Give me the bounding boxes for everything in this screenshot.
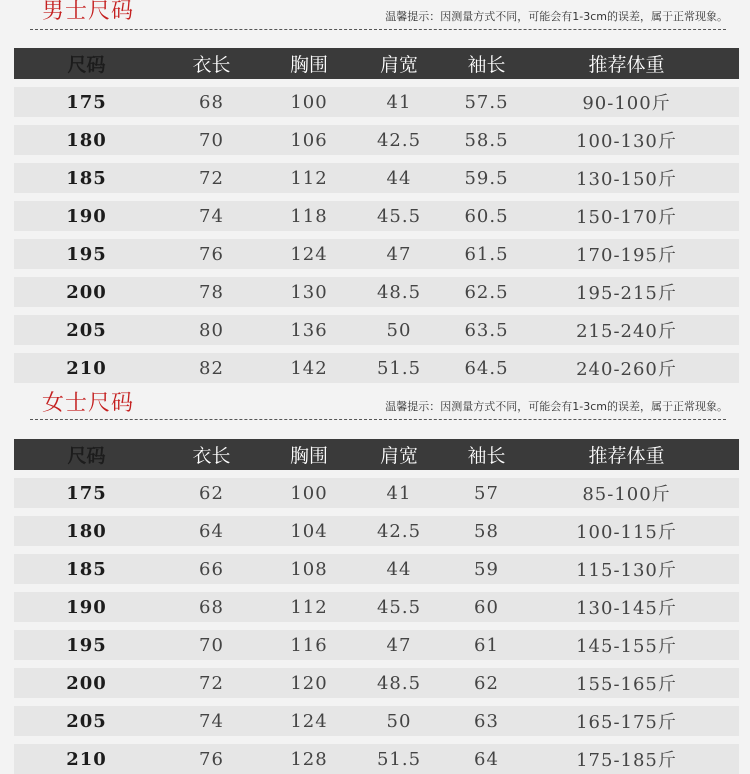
table-cell: 175 xyxy=(66,91,107,113)
table-cell: 45.5 xyxy=(376,205,422,227)
table-cell: 100 xyxy=(290,482,328,504)
table-cell: 44 xyxy=(386,558,412,580)
women-size-table xyxy=(14,439,739,774)
table-row xyxy=(14,353,739,383)
table-cell: 100-130斤 xyxy=(576,131,677,152)
table-cell: 58 xyxy=(474,520,499,542)
table-cell: 59 xyxy=(474,558,499,580)
men-divider xyxy=(30,29,726,30)
table-cell: 145-155斤 xyxy=(576,636,677,657)
table-cell: 51.5 xyxy=(376,357,422,379)
column-header: 胸围 xyxy=(289,54,328,76)
table-cell: 48.5 xyxy=(376,281,422,303)
table-cell: 42.5 xyxy=(376,520,422,542)
table-cell: 78 xyxy=(199,281,224,303)
table-cell: 85-100斤 xyxy=(582,484,671,505)
table-row xyxy=(14,478,739,508)
table-row xyxy=(14,592,739,622)
table-cell: 200 xyxy=(66,281,107,303)
table-cell: 106 xyxy=(290,129,328,151)
table-cell: 48.5 xyxy=(376,672,422,694)
table-row xyxy=(14,163,739,193)
table-cell: 59.5 xyxy=(464,167,509,189)
table-cell: 80 xyxy=(199,319,224,341)
table-row xyxy=(14,516,739,546)
women-measurement-tip: 温馨提示：因测量方式不同，可能会有1-3cm的误差，属于正常现象。 xyxy=(385,400,728,413)
table-row xyxy=(14,239,739,269)
table-cell: 165-175斤 xyxy=(576,712,677,733)
column-header: 衣长 xyxy=(192,54,231,76)
table-cell: 210 xyxy=(66,748,107,770)
table-cell: 68 xyxy=(199,596,224,618)
table-header xyxy=(14,439,739,470)
table-row xyxy=(14,125,739,155)
table-cell: 82 xyxy=(199,357,224,379)
table-row xyxy=(14,87,739,117)
table-cell: 170-195斤 xyxy=(576,245,677,266)
table-cell: 68 xyxy=(199,91,224,113)
table-cell: 195 xyxy=(66,243,107,265)
table-cell: 76 xyxy=(199,748,224,770)
table-cell: 50 xyxy=(386,319,412,341)
table-row xyxy=(14,744,739,774)
table-cell: 57.5 xyxy=(464,91,509,113)
table-row xyxy=(14,315,739,345)
table-cell: 124 xyxy=(290,710,328,732)
table-cell: 180 xyxy=(66,520,107,542)
table-cell: 60 xyxy=(474,596,499,618)
table-cell: 74 xyxy=(199,205,224,227)
table-cell: 57 xyxy=(474,482,499,504)
table-cell: 200 xyxy=(66,672,107,694)
table-cell: 60.5 xyxy=(464,205,509,227)
table-cell: 41 xyxy=(386,91,412,113)
men-size-table xyxy=(14,48,739,383)
table-cell: 195 xyxy=(66,634,107,656)
table-row xyxy=(14,554,739,584)
table-cell: 42.5 xyxy=(376,129,422,151)
table-cell: 118 xyxy=(290,205,328,227)
table-cell: 51.5 xyxy=(376,748,422,770)
table-cell: 205 xyxy=(66,319,107,341)
column-header: 尺码 xyxy=(67,445,106,467)
table-cell: 63 xyxy=(474,710,499,732)
table-cell: 180 xyxy=(66,129,107,151)
table-cell: 185 xyxy=(66,167,107,189)
table-cell: 72 xyxy=(199,167,224,189)
table-cell: 64 xyxy=(199,520,224,542)
table-row xyxy=(14,668,739,698)
table-row xyxy=(14,630,739,660)
table-cell: 64.5 xyxy=(464,357,509,379)
table-row xyxy=(14,706,739,736)
table-cell: 124 xyxy=(290,243,328,265)
table-cell: 70 xyxy=(199,634,224,656)
table-cell: 62.5 xyxy=(464,281,509,303)
table-cell: 64 xyxy=(474,748,499,770)
table-cell: 66 xyxy=(199,558,224,580)
table-cell: 150-170斤 xyxy=(576,207,677,228)
table-cell: 240-260斤 xyxy=(576,359,677,380)
table-cell: 136 xyxy=(290,319,328,341)
table-cell: 61 xyxy=(474,634,499,656)
men-size-title: 男士尺码 xyxy=(42,0,135,24)
table-cell: 128 xyxy=(290,748,328,770)
table-cell: 58.5 xyxy=(464,129,509,151)
table-cell: 50 xyxy=(386,710,412,732)
table-cell: 47 xyxy=(386,243,412,265)
table-cell: 74 xyxy=(199,710,224,732)
table-cell: 210 xyxy=(66,357,107,379)
table-cell: 112 xyxy=(290,167,328,189)
table-cell: 215-240斤 xyxy=(576,321,677,342)
table-row xyxy=(14,201,739,231)
table-cell: 190 xyxy=(66,596,107,618)
table-cell: 155-165斤 xyxy=(576,674,677,695)
table-cell: 100 xyxy=(290,91,328,113)
column-header: 推荐体重 xyxy=(588,54,665,76)
table-cell: 115-130斤 xyxy=(576,560,677,581)
table-cell: 41 xyxy=(386,482,412,504)
column-header: 尺码 xyxy=(67,54,106,76)
table-cell: 130 xyxy=(290,281,328,303)
table-cell: 205 xyxy=(66,710,107,732)
column-header: 肩宽 xyxy=(379,54,418,76)
table-cell: 47 xyxy=(386,634,412,656)
table-cell: 76 xyxy=(199,243,224,265)
table-cell: 185 xyxy=(66,558,107,580)
table-cell: 116 xyxy=(290,634,328,656)
men-measurement-tip: 温馨提示：因测量方式不同，可能会有1-3cm的误差，属于正常现象。 xyxy=(385,10,728,23)
column-header: 衣长 xyxy=(192,445,231,467)
table-header xyxy=(14,48,739,79)
table-cell: 142 xyxy=(290,357,328,379)
column-header: 袖长 xyxy=(467,54,506,76)
table-cell: 120 xyxy=(290,672,328,694)
table-cell: 175 xyxy=(66,482,107,504)
column-header: 袖长 xyxy=(467,445,506,467)
table-cell: 112 xyxy=(290,596,328,618)
table-cell: 62 xyxy=(474,672,499,694)
table-cell: 90-100斤 xyxy=(582,93,671,114)
table-row xyxy=(14,277,739,307)
table-cell: 175-185斤 xyxy=(576,750,677,771)
table-cell: 190 xyxy=(66,205,107,227)
table-cell: 195-215斤 xyxy=(576,283,677,304)
column-header: 推荐体重 xyxy=(588,445,665,467)
table-cell: 44 xyxy=(386,167,412,189)
table-cell: 104 xyxy=(290,520,328,542)
table-cell: 108 xyxy=(290,558,328,580)
table-cell: 100-115斤 xyxy=(576,522,677,543)
table-cell: 130-150斤 xyxy=(576,169,677,190)
table-cell: 130-145斤 xyxy=(576,598,677,619)
table-cell: 72 xyxy=(199,672,224,694)
column-header: 胸围 xyxy=(289,445,328,467)
table-cell: 45.5 xyxy=(376,596,422,618)
table-cell: 61.5 xyxy=(464,243,509,265)
table-cell: 62 xyxy=(199,482,224,504)
women-divider xyxy=(30,419,726,420)
women-size-title: 女士尺码 xyxy=(42,391,135,416)
column-header: 肩宽 xyxy=(379,445,418,467)
table-cell: 63.5 xyxy=(464,319,509,341)
table-cell: 70 xyxy=(199,129,224,151)
